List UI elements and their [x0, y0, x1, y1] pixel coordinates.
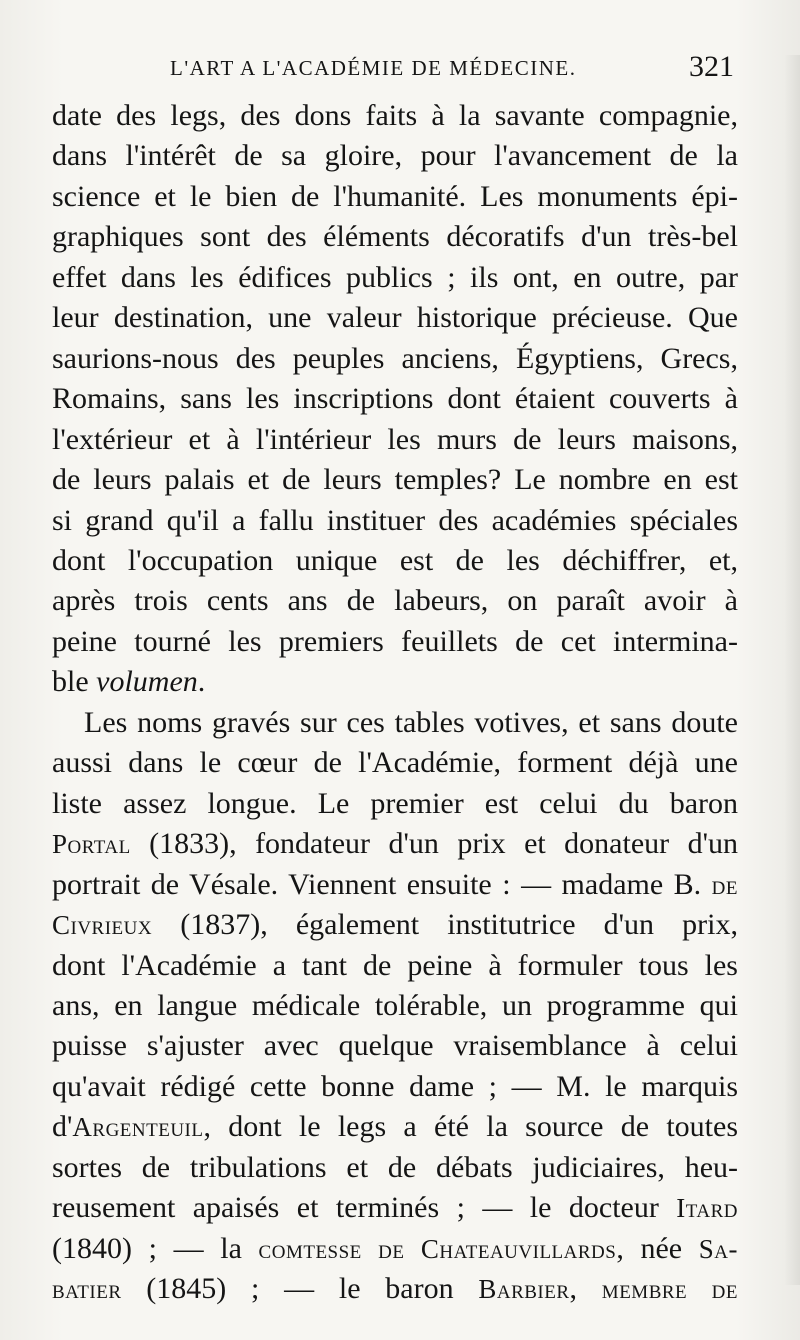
text-line [52, 339, 738, 379]
text-line [52, 177, 738, 217]
small-caps-text: Civrieux [52, 910, 153, 941]
small-caps-text: Argenteuil [72, 1112, 204, 1143]
text-line [52, 460, 738, 500]
text-line [52, 581, 738, 621]
text-line [52, 1269, 738, 1309]
text-run: date des legs, des dons faits à la savante compagnie, [52, 99, 738, 132]
text-line [52, 217, 738, 257]
text-run: Romains, sans les inscriptions dont étaient couverts à [52, 382, 738, 416]
running-head-title: L'ART A L'ACADÉMIE DE MÉDECINE. [170, 56, 577, 80]
text-run: dont l'Académie a tant de peine à formuler tous les [52, 948, 738, 982]
page-number: 321 [689, 50, 734, 83]
text-run: . [197, 665, 206, 699]
text-run: dont l'occupation unique est de les déchiffrer, et, [52, 543, 738, 577]
text-run: aussi dans le cœur de l'Académie, forment déjà une [52, 746, 738, 780]
text-line [52, 1107, 738, 1147]
text-line [52, 1148, 738, 1188]
small-caps-text: comtesse de Chateauvillards [258, 1233, 617, 1264]
text-run: , née [616, 1231, 699, 1265]
text-run: ble [52, 665, 97, 699]
text-line [52, 379, 738, 419]
small-caps-text: Portal [52, 829, 131, 860]
text-run: d' [52, 1110, 73, 1144]
text-run: leur destination, une valeur historique précieuse. Que [52, 301, 738, 335]
text-run: sortes de tribulations et de débats judiciaires, heu- [52, 1150, 738, 1184]
text-line [52, 905, 738, 945]
text-run: peine tourné les premiers feuillets de cet intermina- [52, 624, 738, 658]
text-run: puisse s'ajuster avec quelque vraisemblance à celui [52, 1029, 738, 1063]
text-run: qu'avait rédigé cette bonne dame ; — M. le marquis [52, 1069, 738, 1103]
text-line [52, 96, 738, 136]
text-line [52, 622, 738, 662]
text-run: liste assez longue. Le premier est celui du baron [52, 786, 738, 820]
text-run: (1833), fondateur d'un prix et donateur d'un [130, 827, 738, 861]
text-run: (1837), également institutrice d'un prix, [152, 908, 738, 942]
text-run: , [569, 1272, 602, 1306]
text-run: ans, en langue médicale tolérable, un programme qui [52, 988, 738, 1022]
text-run: dans l'intérêt de sa gloire, pour l'avancement de la [52, 139, 738, 173]
text-line [52, 1188, 738, 1228]
small-caps-text: Barbier [478, 1274, 570, 1305]
text-line [52, 298, 738, 338]
text-run: (1840) ; — la [52, 1231, 259, 1265]
small-caps-text: membre de [601, 1274, 738, 1305]
text-run: science et le bien de l'humanité. Les monuments épi- [52, 179, 738, 213]
text-line [52, 1067, 738, 1107]
text-line [52, 1229, 738, 1269]
text-line [52, 703, 738, 743]
text-line [52, 541, 738, 581]
small-caps-text: batier [52, 1274, 122, 1305]
text-run: , dont le legs a été la source de toutes [203, 1110, 738, 1144]
text-line [52, 743, 738, 783]
text-line [52, 865, 738, 905]
small-caps-text: Sa- [698, 1233, 738, 1264]
text-line [52, 420, 738, 460]
italic-text: volumen [96, 665, 198, 699]
text-line [52, 824, 738, 864]
text-run: reusement apaisés et terminés ; — le docteur [52, 1191, 677, 1225]
text-run: l'extérieur et à l'intérieur les murs de leurs maisons, [52, 422, 738, 456]
body-text [52, 96, 738, 1310]
text-line [52, 501, 738, 541]
text-run: Les noms gravés sur ces tables votives, et sans doute [84, 705, 738, 739]
page-edge-shadow [784, 55, 800, 1285]
text-line [52, 986, 738, 1026]
text-run: saurions-nous des peuples anciens, Égyptiens, Grecs, [52, 341, 738, 375]
text-line [52, 136, 738, 176]
text-line [52, 784, 738, 824]
small-caps-text: Itard [676, 1193, 738, 1224]
text-line [52, 662, 738, 702]
running-header [52, 50, 738, 90]
text-line [52, 258, 738, 298]
text-run: après trois cents ans de labeurs, on paraît avoir à [52, 584, 738, 618]
text-run: effet dans les édifices publics ; ils ont, en outre, par [52, 260, 738, 294]
text-run: (1845) ; — le baron [121, 1272, 479, 1306]
text-run: de leurs palais et de leurs temples? Le nombre en est [52, 463, 738, 497]
text-run: graphiques sont des éléments décoratifs d'un très-bel [52, 220, 738, 254]
text-run: portrait de Vésale. Viennent ensuite : — madame B. [52, 867, 712, 901]
text-line [52, 1026, 738, 1066]
small-caps-text: de [711, 869, 738, 900]
text-line [52, 946, 738, 986]
text-run: si grand qu'il a fallu instituer des académies spéciales [52, 503, 738, 537]
